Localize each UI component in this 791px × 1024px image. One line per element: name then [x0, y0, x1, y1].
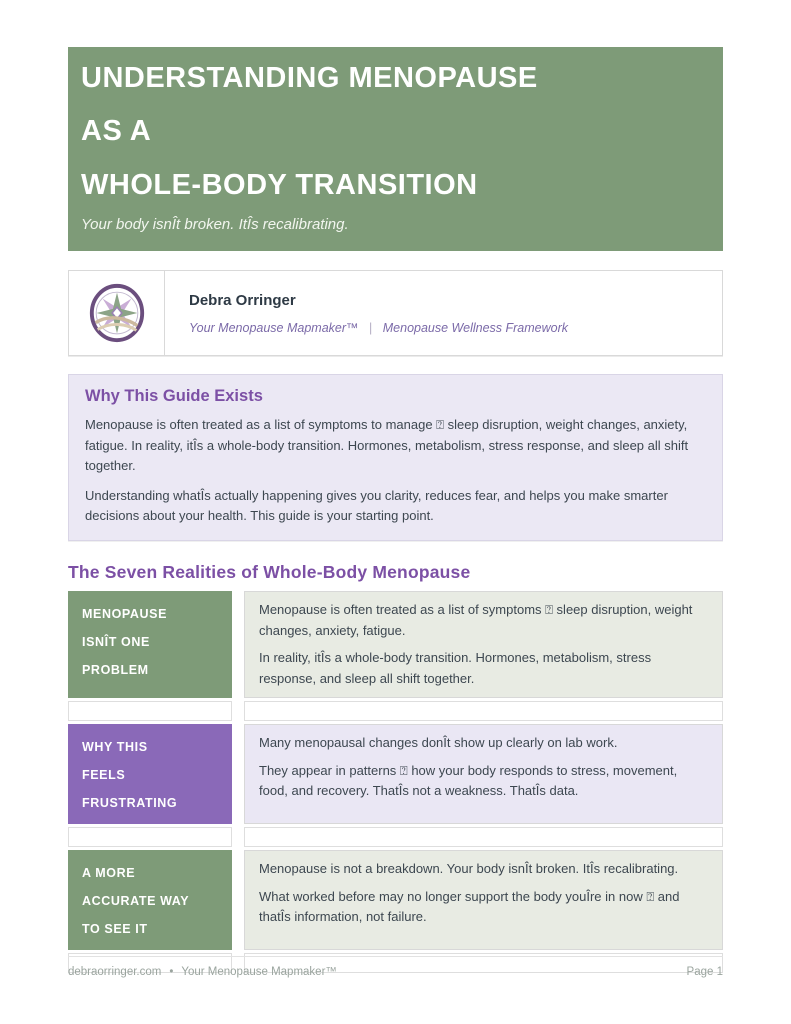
author-tagline: [189, 321, 722, 335]
author-card: [68, 270, 723, 356]
label-line: PROBLEM: [82, 662, 149, 677]
footer-page-number: Page 1: [686, 966, 723, 978]
table-spacer-cell: [68, 701, 232, 721]
footer-brand: Your Menopause Mapmaker™: [181, 966, 337, 978]
tagline-brand: Your Menopause Mapmaker™: [189, 320, 359, 335]
table-spacer-cell: [244, 827, 723, 847]
footer-site: debraorringer.com: [68, 966, 162, 978]
reality-row-2-content: [244, 724, 723, 824]
reality-row-2-label: [68, 724, 232, 824]
intro-heading: Why This Guide Exists: [85, 387, 263, 406]
reality-row-1-label: [68, 591, 232, 698]
label-line: FRUSTRATING: [82, 796, 178, 811]
realities-table: [68, 591, 723, 973]
page-footer: [68, 956, 723, 978]
author-name: Debra Orringer: [189, 291, 296, 309]
tagline-framework: Menopause Wellness Framework: [382, 320, 569, 335]
content-paragraph: Many menopausal changes donÎt show up clearly on lab work.: [259, 735, 618, 751]
label-line: MENOPAUSE: [82, 606, 168, 621]
content-paragraph: In reality, itÎs a whole-body transition. Hormones, metabolism, stress response, and sleep all shift together.: [259, 650, 652, 686]
reality-row-3-label: [68, 850, 232, 950]
label-line: FEELS: [82, 768, 126, 783]
compass-rose-logo-icon: [86, 282, 148, 344]
content-paragraph: Menopause is not a breakdown. Your body isnÎt broken. ItÎs recalibrating.: [259, 861, 679, 877]
reality-row-1-content: [244, 591, 723, 698]
document-subtitle: Your body isnÎt broken. ItÎs recalibrating.: [81, 216, 349, 234]
document-title: [81, 63, 710, 200]
intro-box: [68, 374, 723, 541]
intro-paragraph-2: Understanding whatÎs actually happening gives you clarity, reduces fear, and helps you make smarter decisions about your health. This guide is your starting point.: [85, 487, 668, 524]
intro-paragraph-1: Menopause is often treated as a list of symptoms to manage ⍰ sleep disruption, weight changes, anxiety, fatigue. In reality, itÎs a whole-body transition. Hormones, metabolism, stress response, and sleep all shift together.: [85, 417, 689, 474]
label-line: ISNÎT ONE: [82, 634, 150, 649]
tagline-separator: |: [369, 320, 373, 335]
section-heading: The Seven Realities of Whole-Body Menopause: [68, 561, 471, 582]
footer-bullet: •: [169, 966, 174, 978]
label-line: TO SEE IT: [82, 922, 148, 937]
logo-cell: [69, 271, 165, 355]
author-info: [165, 271, 722, 355]
label-line: ACCURATE WAY: [82, 894, 190, 909]
content-paragraph: What worked before may no longer support the body youÎre in now ⍰ and thatÎs information, not failure.: [259, 888, 680, 925]
title-line-3: WHOLE-BODY TRANSITION: [81, 168, 478, 201]
title-line-1: UNDERSTANDING MENOPAUSE: [81, 62, 538, 94]
table-spacer-cell: [68, 827, 232, 847]
table-spacer-cell: [244, 701, 723, 721]
label-line: A MORE: [82, 866, 136, 881]
reality-row-3-content: [244, 850, 723, 950]
label-line: WHY THIS: [82, 740, 148, 755]
header-banner: [68, 47, 723, 251]
footer-left: [68, 966, 337, 978]
content-paragraph: Menopause is often treated as a list of symptoms ⍰ sleep disruption, weight changes, anxiety, fatigue.: [259, 601, 693, 638]
content-paragraph: They appear in patterns ⍰ how your body responds to stress, movement, food, and recovery. ThatÎs not a weakness. ThatÎs data.: [259, 762, 678, 799]
title-line-2: AS A: [81, 115, 152, 148]
